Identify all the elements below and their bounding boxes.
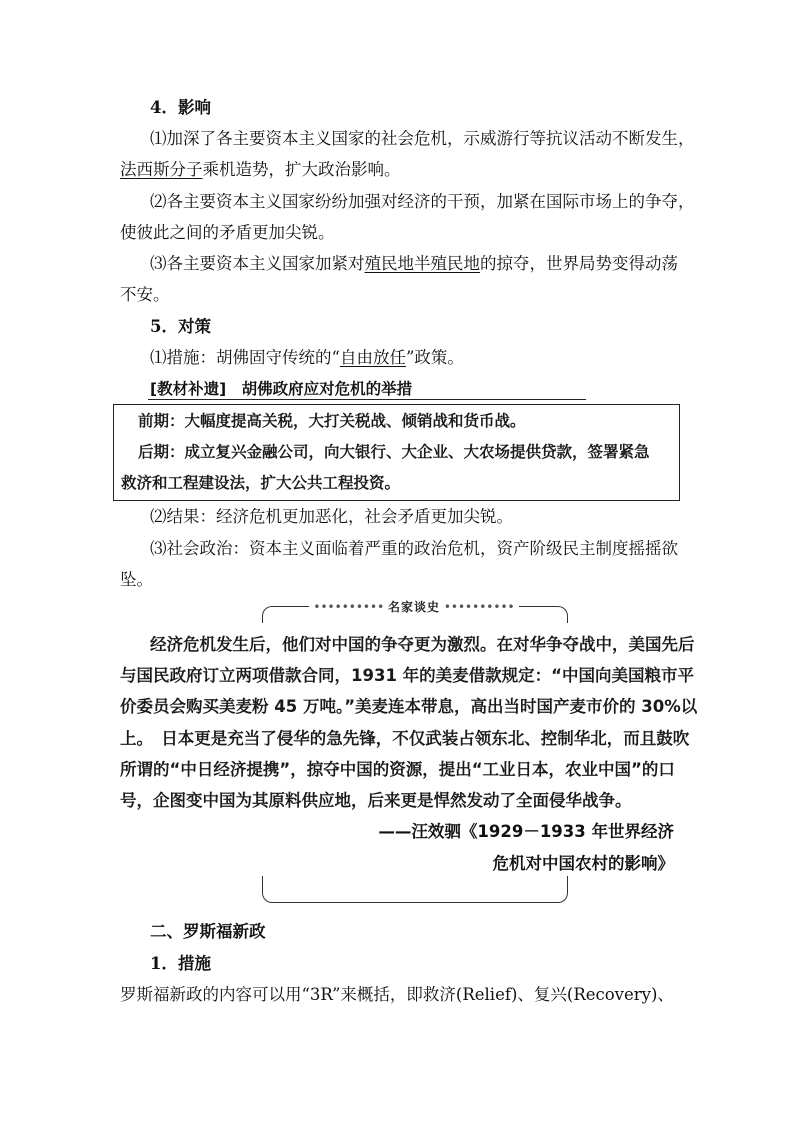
- measure-1-part-b: ”政策。: [405, 348, 464, 367]
- impact-item-1-line-2: [120, 158, 401, 182]
- new-deal-intro-line: 罗斯福新政的内容可以用“3R”来概括，即救济(Relief)、复兴(Recovery)、: [120, 985, 674, 1004]
- section-two-heading: 二、罗斯福新政: [150, 922, 266, 941]
- measure-1-part-a: ⑴措施：胡佛固守传统的“: [150, 348, 340, 367]
- impact-item-1-line-1: ⑴加深了各主要资本主义国家的社会危机，示威游行等抗议活动不断发生，: [150, 129, 695, 148]
- famous-historians-title: [260, 600, 568, 614]
- supplement-box: [113, 404, 680, 501]
- underlined-term-colonies: 殖民地半殖民地: [364, 254, 480, 273]
- quote-line-5: 所谓的“中日经济提携”，掠夺中国的资源，提出“工业日本，农业中国”的口: [120, 760, 675, 779]
- quote-source-line-1: ——汪效驷《1929－1933 年世界经济: [378, 822, 674, 841]
- supplement-late-stage-line-1: 后期：成立复兴金融公司，向大银行、大企业、大农场提供贷款，签署紧急: [138, 443, 650, 461]
- underlined-term-fascists: 法西斯分子: [120, 160, 203, 179]
- title-dots-left: ••••••••••: [313, 600, 388, 614]
- impact-item-1-line-2-rest: 乘机造势，扩大政治影响。: [202, 160, 401, 179]
- supplement-label: [教材补遗] 胡佛政府应对危机的举措: [150, 380, 413, 398]
- quote-frame-bottom: [262, 876, 568, 903]
- impact-item-3-part-b: 的掠夺，世界局势变得动荡: [480, 254, 678, 273]
- quote-source-line-2: 危机对中国农村的影响》: [492, 854, 674, 873]
- section-5-heading: 5．对策: [150, 317, 211, 336]
- quote-line-6: 号，企图变中国为其原料供应地，后来更是悍然发动了全面侵华战争。: [120, 791, 632, 810]
- title-dots-right: ••••••••••: [440, 600, 515, 614]
- measures-subheading: 1．措施: [150, 954, 211, 973]
- impact-item-3-line-2: 不安。: [120, 285, 170, 304]
- quote-box-title: 名家谈史: [387, 600, 440, 614]
- quote-line-3: 价委员会购买美麦粉 45 万吨。”美麦连本带息，高出当时国产麦市价的 30%以: [120, 697, 698, 716]
- impact-item-2-line-2: 使彼此之间的矛盾更加尖锐。: [120, 223, 335, 242]
- social-politics-line-1: ⑶社会政治：资本主义面临着严重的政治危机，资产阶级民主制度摇摇欲: [150, 539, 678, 558]
- impact-item-3-part-a: ⑶各主要资本主义国家加紧对: [150, 254, 365, 273]
- section-4-heading: 4．影响: [150, 98, 211, 117]
- supplement-early-stage: 前期：大幅度提高关税，大打关税战、倾销战和货币战。: [138, 412, 526, 430]
- supplement-late-stage-line-2: 救济和工程建设法，扩大公共工程投资。: [121, 474, 401, 492]
- quote-line-2: 与国民政府订立两项借款合同，1931 年的美麦借款规定：“中国向美国粮市平: [120, 666, 695, 685]
- result-line: ⑵结果：经济危机更加恶化，社会矛盾更加尖锐。: [150, 507, 513, 526]
- quote-line-4: 上。 日本更是充当了侵华的急先锋，不仅武装占领东北、控制华北，而且鼓吹: [120, 729, 690, 748]
- impact-item-3-line-1: [150, 252, 678, 276]
- measure-1: [150, 346, 464, 370]
- social-politics-line-2: 坠。: [120, 570, 153, 589]
- impact-item-2-line-1: ⑵各主要资本主义国家纷纷加强对经济的干预，加紧在国际市场上的争夺，: [150, 192, 695, 211]
- supplement-rule: [148, 399, 586, 400]
- quote-line-1: 经济危机发生后，他们对中国的争夺更为激烈。在对华争夺战中，美国先后: [150, 635, 695, 654]
- underlined-term-laissez-faire: 自由放任: [339, 348, 406, 367]
